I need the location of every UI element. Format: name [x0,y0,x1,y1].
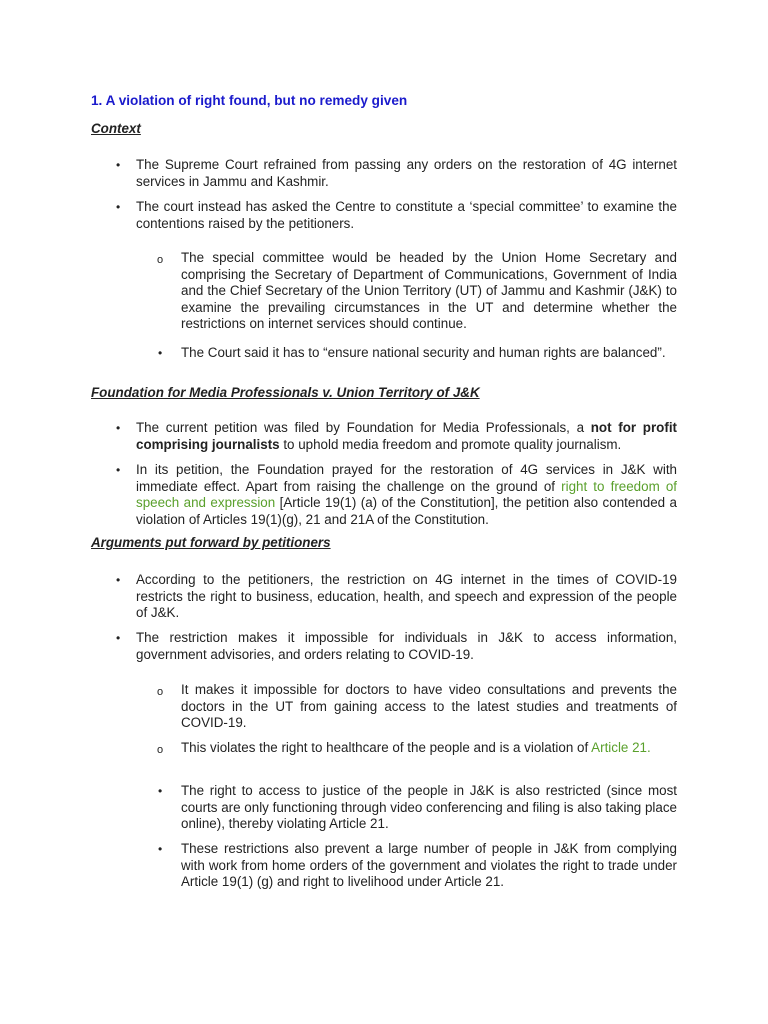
arguments-bullet-1: According to the petitioners, the restriction on 4G internet in the times of COVID-19 restricts the right to business, education, health, and speech and expression of the people of J&K. [136,572,677,620]
arguments-subbullet-2-text: This violates the right to healthcare of the people and is a violation of [181,740,592,755]
bullet-disc: • [116,421,121,435]
bullet-disc: • [116,200,121,214]
bullet-disc: • [116,631,121,645]
context-subbullet-2: The Court said it has to “ensure national security and human rights are balanced”. [181,345,666,360]
page-title: 1. A violation of right found, but no remedy given [91,93,408,108]
bullet-circle: o [157,744,164,756]
foundation-bullet-1-bold: not for profit comprising journalists [136,420,677,452]
bullet-disc: • [116,573,121,587]
foundation-bullet-2 [136,462,677,528]
arguments-subbullet-4: These restrictions also prevent a large number of people in J&K from complying with work from home orders of the government and violates the right to trade under Article 19(1) (g) and right to livelihood under Article 21. [181,841,677,889]
bullet-disc: • [116,158,121,172]
foundation-bullet-2-text-end: [Article 19(1) (a) of the Constitution], the petition also contended a violation of Articles 19(1)(g), 21 and 21A of the Constitution. [136,495,678,527]
context-bullet-2: The court instead has asked the Centre to constitute a ‘special committee’ to examine the contentions raised by the petitioners. [136,199,677,231]
foundation-bullet-1-text-end: to uphold media freedom and promote quality journalism. [279,436,622,452]
foundation-bullet-1 [136,420,677,453]
bullet-disc: • [158,842,163,856]
bullet-circle: o [157,254,164,266]
section-heading-arguments: Arguments put forward by petitioners [91,535,331,550]
section-heading-foundation: Foundation for Media Professionals v. Union Territory of J&K [91,385,480,400]
bullet-disc: • [158,784,163,798]
right-to-freedom-link[interactable]: right to freedom of speech and expression [136,478,678,510]
arguments-bullet-2: The restriction makes it impossible for individuals in J&K to access information, government advisories, and orders relating to COVID-19. [136,630,677,662]
foundation-bullet-2-text: In its petition, the Foundation prayed for the restoration of 4G services in J&K with immediate effect. Apart from raising the challenge on the ground of [136,462,677,494]
article-21-link[interactable]: Article 21. [591,740,651,755]
arguments-subbullet-2 [181,740,677,757]
context-bullet-1: The Supreme Court refrained from passing any orders on the restoration of 4G internet services in Jammu and Kashmir. [136,157,677,189]
bullet-disc: • [116,463,121,477]
foundation-bullet-1-text: The current petition was filed by Foundation for Media Professionals, a [136,420,591,435]
context-subbullet-1: The special committee would be headed by the Union Home Secretary and comprising the Secretary of Department of Communications, Government of India and the Chief Secretary of the Union Territory (UT) of Jammu and Kashmir (J&K) to examine the prevailing circumstances in the UT and determine whether the restrictions on internet services should continue. [181,250,677,331]
bullet-disc: • [158,346,163,360]
bullet-circle: o [157,686,164,698]
section-heading-context: Context [91,121,141,136]
arguments-subbullet-3: The right to access to justice of the people in J&K is also restricted (since most courts are only functioning through video conferencing and filing is also taking place online), thereby violating Article 21. [181,783,677,831]
arguments-subbullet-1: It makes it impossible for doctors to have video consultations and prevents the doctors in the UT from gaining access to the latest studies and treatments of COVID-19. [181,682,677,730]
